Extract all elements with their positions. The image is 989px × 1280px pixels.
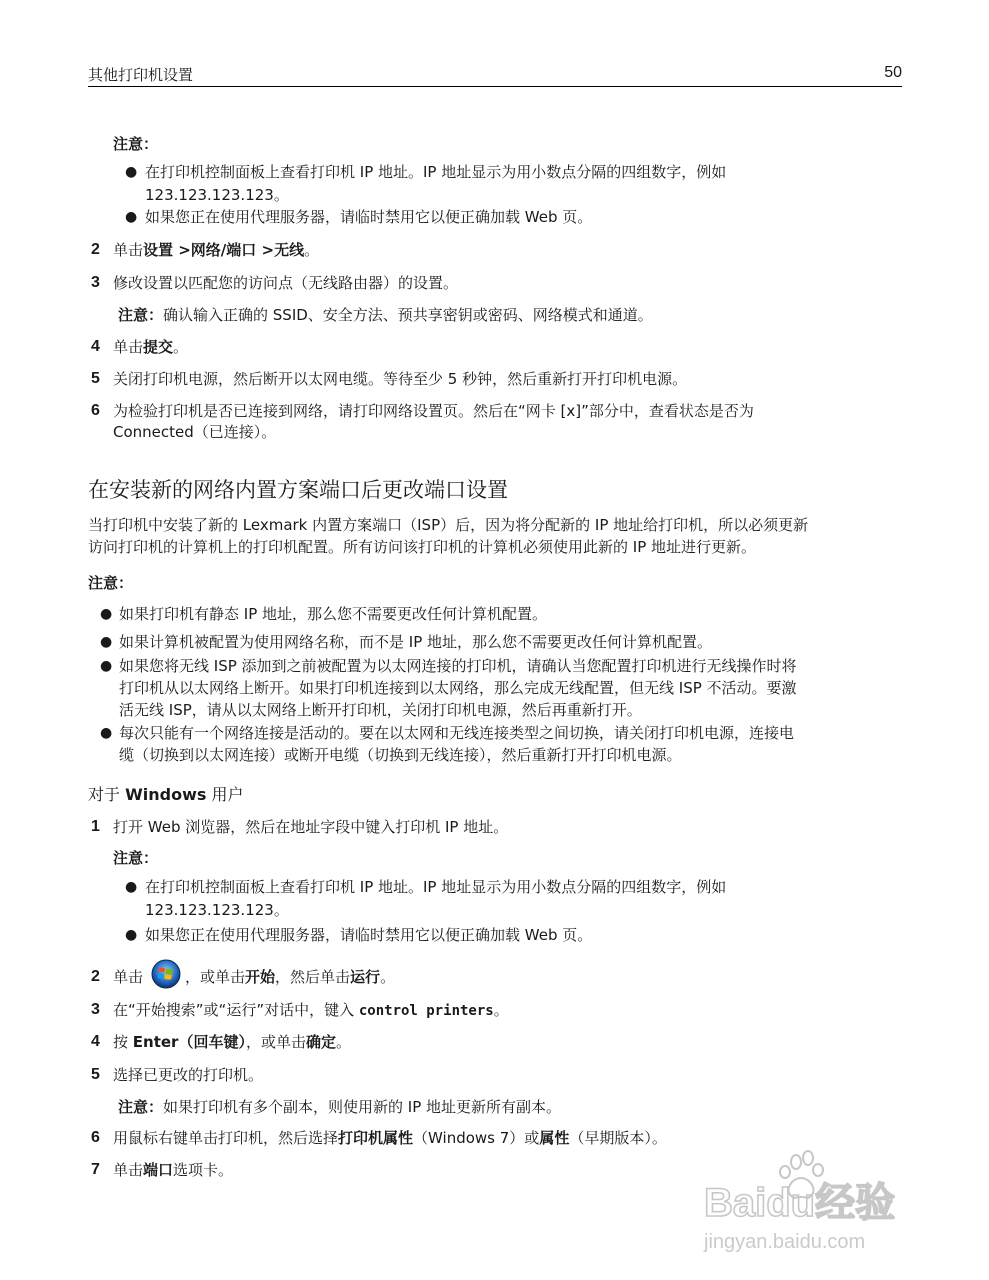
page-header <box>88 62 902 87</box>
bullet-text: 活无线 ISP，请从以太网络上断开打印机，关闭打印机电源，然后再重新打开。 <box>119 701 642 719</box>
step-text: 按 Enter（回车键），或单击确定。 <box>113 1033 351 1051</box>
step-text: 修改设置以匹配您的访问点（无线路由器）的设置。 <box>113 274 459 292</box>
step-text: 单击提交。 <box>113 338 189 356</box>
watermark-brand: Baidu经验 <box>704 1181 896 1225</box>
bullet-text: 如果您正在使用代理服务器，请临时禁用它以便正确加载 Web 页。 <box>145 208 593 226</box>
bullet-icon: ● <box>125 209 138 225</box>
step-text: 单击设置 >网络/端口 >无线。 <box>113 241 320 259</box>
section-intro: 当打印机中安装了新的 Lexmark 内置方案端口（ISP）后，因为将分配新的 IP 地址给打印机，所以必须更新 <box>88 516 809 534</box>
bullet-text: 如果您将无线 ISP 添加到之前被配置为以太网连接的打印机，请确认当您配置打印机进行无线操作时将 <box>119 657 797 675</box>
bullet-text: 在打印机控制面板上查看打印机 IP 地址。IP 地址显示为用小数点分隔的四组数字，例如 <box>145 163 727 181</box>
step-number: 3 <box>91 274 100 291</box>
step-note: 注意：确认输入正确的 SSID、安全方法、预共享密钥或密码、网络模式和通道。 <box>118 306 653 324</box>
baidu-watermark <box>700 1150 940 1260</box>
bullet-text: 在打印机控制面板上查看打印机 IP 地址。IP 地址显示为用小数点分隔的四组数字，例如 <box>145 878 727 896</box>
step-text: 在“开始搜索”或“运行”对话中，键入 control printers。 <box>113 1001 509 1019</box>
step-number: 2 <box>91 968 100 985</box>
step-number: 6 <box>91 1129 100 1146</box>
step-text: 单击 <box>113 968 144 986</box>
bullet-text: 123.123.123.123。 <box>145 186 289 204</box>
bullet-icon: ● <box>100 725 113 741</box>
bullet-icon: ● <box>125 164 138 180</box>
step-text: Connected（已连接）。 <box>113 423 277 441</box>
section-intro: 访问打印机的计算机上的打印机配置。所有访问该打印机的计算机必须使用此新的 IP 地址进行更新。 <box>88 538 757 556</box>
step-number: 1 <box>91 818 100 835</box>
bullet-text: 打印机从以太网络上断开。如果打印机连接到以太网络，那么完成无线配置，但无线 ISP 不活动。要激 <box>119 679 797 697</box>
step-number: 7 <box>91 1161 100 1178</box>
bullet-text: 缆（切换到以太网连接）或断开电缆（切换到无线连接），然后重新打开打印机电源。 <box>119 746 682 764</box>
header-title: 其他打印机设置 <box>88 66 194 84</box>
note-label: 注意： <box>88 574 134 592</box>
bullet-icon: ● <box>125 879 138 895</box>
step-note: 注意：如果打印机有多个副本，则使用新的 IP 地址更新所有副本。 <box>118 1098 562 1116</box>
step-number: 4 <box>91 1033 100 1050</box>
step-text: 用鼠标右键单击打印机，然后选择打印机属性（Windows 7）或属性（早期版本）。 <box>113 1129 667 1147</box>
note-label: 注意： <box>113 135 159 153</box>
note-label: 注意： <box>113 849 159 867</box>
bullet-icon: ● <box>100 634 113 650</box>
bullet-text: 如果您正在使用代理服务器，请临时禁用它以便正确加载 Web 页。 <box>145 926 593 944</box>
watermark-url: jingyan.baidu.com <box>704 1231 866 1253</box>
step-text: 单击端口选项卡。 <box>113 1161 234 1179</box>
step-number: 2 <box>91 241 100 258</box>
section-title: 在安装新的网络内置方案端口后更改端口设置 <box>88 478 508 502</box>
subsection-heading: 对于 Windows 用户 <box>88 785 244 804</box>
step-number: 4 <box>91 338 100 355</box>
bullet-icon: ● <box>125 927 138 943</box>
step-text: 选择已更改的打印机。 <box>113 1066 264 1084</box>
windows-start-icon <box>151 959 181 989</box>
bullet-icon: ● <box>100 606 113 622</box>
page-number: 50 <box>884 64 902 81</box>
step-number: 5 <box>91 1066 100 1083</box>
bullet-text: 每次只能有一个网络连接是活动的。要在以太网和无线连接类型之间切换，请关闭打印机电源，连接电 <box>119 724 795 742</box>
step-text: ，或单击开始，然后单击运行。 <box>185 968 396 986</box>
step-text: 打开 Web 浏览器，然后在地址字段中键入打印机 IP 地址。 <box>113 818 509 836</box>
step-number: 3 <box>91 1001 100 1018</box>
bullet-text: 123.123.123.123。 <box>145 901 289 919</box>
bullet-icon: ● <box>100 658 113 674</box>
step-text: 关闭打印机电源，然后断开以太网电缆。等待至少 5 秒钟，然后重新打开打印机电源。 <box>113 370 688 388</box>
bullet-text: 如果计算机被配置为使用网络名称，而不是 IP 地址，那么您不需要更改任何计算机配置。 <box>119 633 713 651</box>
bullet-text: 如果打印机有静态 IP 地址，那么您不需要更改任何计算机配置。 <box>119 605 548 623</box>
step-number: 6 <box>91 402 100 419</box>
step-number: 5 <box>91 370 100 387</box>
step-text: 为检验打印机是否已连接到网络，请打印网络设置页。然后在“网卡 [x]”部分中，查看状态是否为 <box>113 402 754 420</box>
